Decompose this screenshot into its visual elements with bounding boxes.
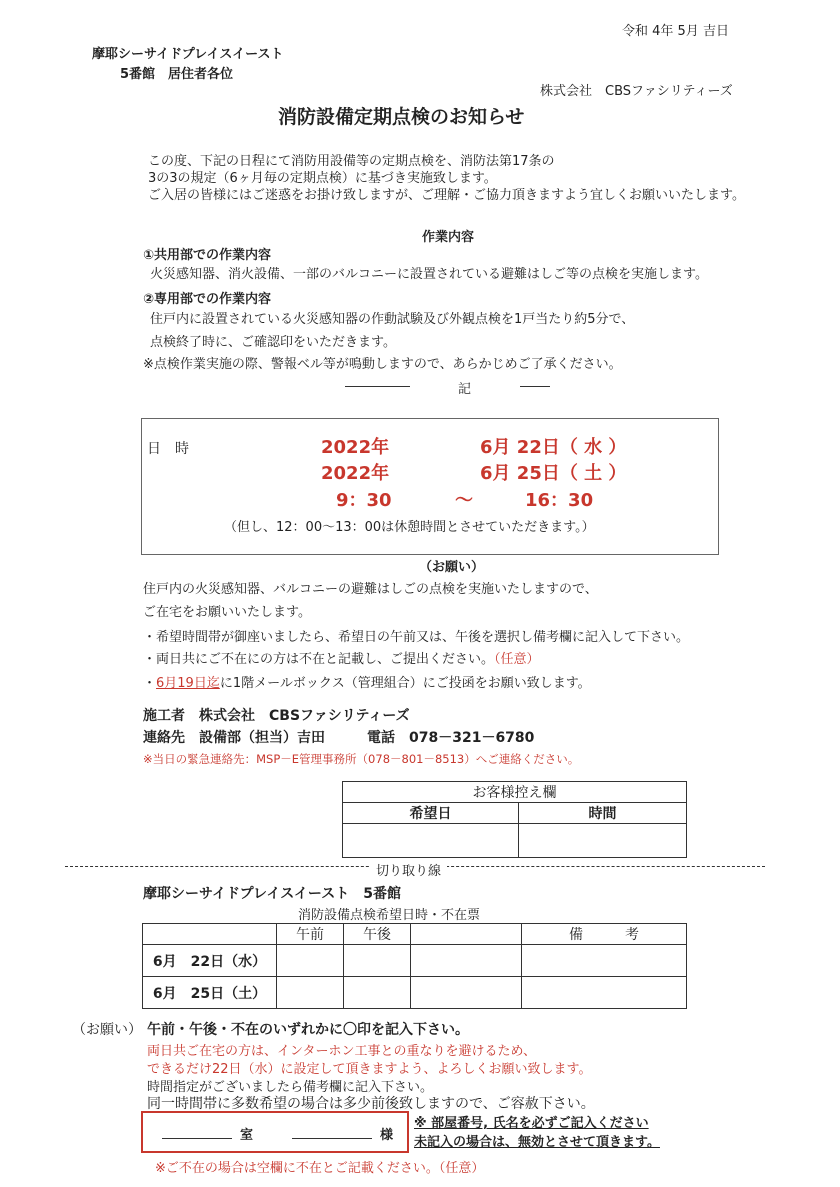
request-line-2: ご在宅をお願いいたします。 <box>143 605 311 620</box>
alarm-note: ※点検作業実施の際、警報ベル等が鳴動しますので、あらかじめご了承ください。 <box>143 357 622 372</box>
customer-copy-date-cell[interactable] <box>343 824 519 858</box>
footer-line-2: 両日共ご在宅の方は、インターホン工事との重なりを避けるため、 <box>147 1044 536 1059</box>
required-note-1: ※ 部屋番号, 氏名を必ずご記入ください <box>414 1116 649 1131</box>
absent-note: ※ご不在の場合は空欄に不在とご記載ください。（任意） <box>155 1161 485 1176</box>
issue-date: 令和 4年 5月 吉日 <box>622 24 729 39</box>
request-line-1: 住戸内の火災感知器、バルコニーの避難はしごの点検を実施いたしますので、 <box>143 582 598 597</box>
intro-line-3: ご入居の皆様にはご迷惑をお掛け致しますが、ご理解・ご協力頂きますよう宜しくお願いいたします。 <box>148 188 745 203</box>
request-bullet-2: ・両日共にご不在にの方は不在と記載し、ご提出ください。（任意） <box>143 652 540 667</box>
col-am: 午前 <box>277 924 344 945</box>
schedule-time-end: 16：30 <box>525 490 594 511</box>
ki-label: 記 <box>458 382 472 397</box>
cell-25-absent[interactable] <box>411 977 522 1009</box>
customer-copy-col-time: 時間 <box>519 803 687 824</box>
page-title: 消防設備定期点検のお知らせ <box>278 106 525 128</box>
cut-line-label: 切り取り線 <box>370 860 447 879</box>
col-pm: 午後 <box>344 924 411 945</box>
sama-label: 様 <box>380 1128 394 1143</box>
row-date-22: 6月 22日（水） <box>143 945 277 977</box>
response-corner <box>143 924 277 945</box>
response-table <box>142 923 687 1009</box>
cell-22-absent[interactable] <box>411 945 522 977</box>
ki-left-rule <box>345 386 410 387</box>
cell-22-pm[interactable] <box>344 945 411 977</box>
sender-company: 株式会社 CBSファシリティーズ <box>540 84 733 99</box>
form-title: 摩耶シーサイドプレイスイースト 5番館 <box>143 886 401 902</box>
schedule-year-1: 2022年 <box>321 437 390 458</box>
recipient-building: 摩耶シーサイドプレイスイースト <box>92 47 284 62</box>
cell-25-pm[interactable] <box>344 977 411 1009</box>
cell-25-note[interactable] <box>522 977 687 1009</box>
customer-copy-table <box>342 781 687 858</box>
work-heading: 作業内容 <box>422 230 475 245</box>
row-date-25: 6月 25日（土） <box>143 977 277 1009</box>
schedule-date-1: 6月 22日（ 水 ） <box>480 437 627 458</box>
emergency-contact: ※当日の緊急連絡先：MSP－E管理事務所（078－801－8513）へご連絡ください。 <box>143 752 580 766</box>
ki-right-rule <box>520 386 550 387</box>
schedule-tilde: ～ <box>455 490 473 511</box>
contact-line: 連絡先 設備部（担当）吉田 電話 078－321－6780 <box>143 730 535 746</box>
request-bullet-3: ・6月19日迄に1階メールボックス（管理組合）にご投函をお願い致します。 <box>143 676 591 691</box>
col-note: 備 考 <box>522 924 687 945</box>
form-subtitle: 消防設備点検希望日時・不在票 <box>298 908 481 923</box>
recipient-residents: 5番館 居住者各位 <box>120 67 234 82</box>
request-bullet-1: ・希望時間帯が御座いましたら、希望日の午前又は、午後を選択し備考欄に記入して下さい。 <box>143 630 690 645</box>
customer-copy-title: お客様控え欄 <box>343 782 687 803</box>
footer-line-5: 同一時間帯に多数希望の場合は多少前後致しますので、ご容赦下さい。 <box>147 1096 595 1112</box>
schedule-year-2: 2022年 <box>321 463 390 484</box>
schedule-date-2: 6月 25日（ 土 ） <box>480 463 627 484</box>
customer-copy-time-cell[interactable] <box>519 824 687 858</box>
break-time-note: （但し、12：00～13：00は休憩時間とさせていただきます。） <box>224 520 595 535</box>
cell-22-am[interactable] <box>277 945 344 977</box>
footer-prefix: （お願い） <box>72 1022 142 1038</box>
footer-line-1: 午前・午後・不在のいずれかに〇印を記入下さい。 <box>147 1022 469 1038</box>
common-area-body: 火災感知器、消火設備、一部のバルコニーに設置されている避難はしご等の点検を実施します。 <box>150 267 708 282</box>
cell-22-note[interactable] <box>522 945 687 977</box>
footer-line-3: できるだけ22日（水）に設定して頂きますよう、よろしくお願い致します。 <box>147 1062 592 1077</box>
private-area-body-1: 住戸内に設置されている火災感知器の作動試験及び外観点検を1戸当たり約5分で、 <box>150 312 635 327</box>
intro-line-1: この度、下記の日程にて消防用設備等の定期点検を、消防法第17条の <box>148 154 555 169</box>
private-area-body-2: 点検終了時に、ご確認印をいただきます。 <box>150 335 396 350</box>
room-label: 室 <box>240 1128 254 1143</box>
common-area-title: ①共用部での作業内容 <box>143 248 272 263</box>
footer-line-4: 時間指定がございましたら備考欄に記入下さい。 <box>147 1080 434 1095</box>
schedule-label: 日 時 <box>147 441 189 457</box>
intro-line-2: 3の3の規定（6ヶ月毎の定期点検）に基づき実施致します。 <box>148 171 497 186</box>
schedule-time-start: 9：30 <box>336 490 392 511</box>
request-heading: （お願い） <box>419 560 485 575</box>
customer-copy-col-date: 希望日 <box>343 803 519 824</box>
private-area-title: ②専用部での作業内容 <box>143 292 272 307</box>
cell-25-am[interactable] <box>277 977 344 1009</box>
col-blank <box>411 924 522 945</box>
required-note-2: 未記入の場合は、無効とさせて頂きます。 <box>414 1135 660 1150</box>
contractor-line: 施工者 株式会社 CBSファシリティーズ <box>143 708 410 724</box>
room-number-line <box>162 1138 232 1139</box>
name-line <box>292 1138 372 1139</box>
name-room-box[interactable] <box>141 1111 409 1153</box>
